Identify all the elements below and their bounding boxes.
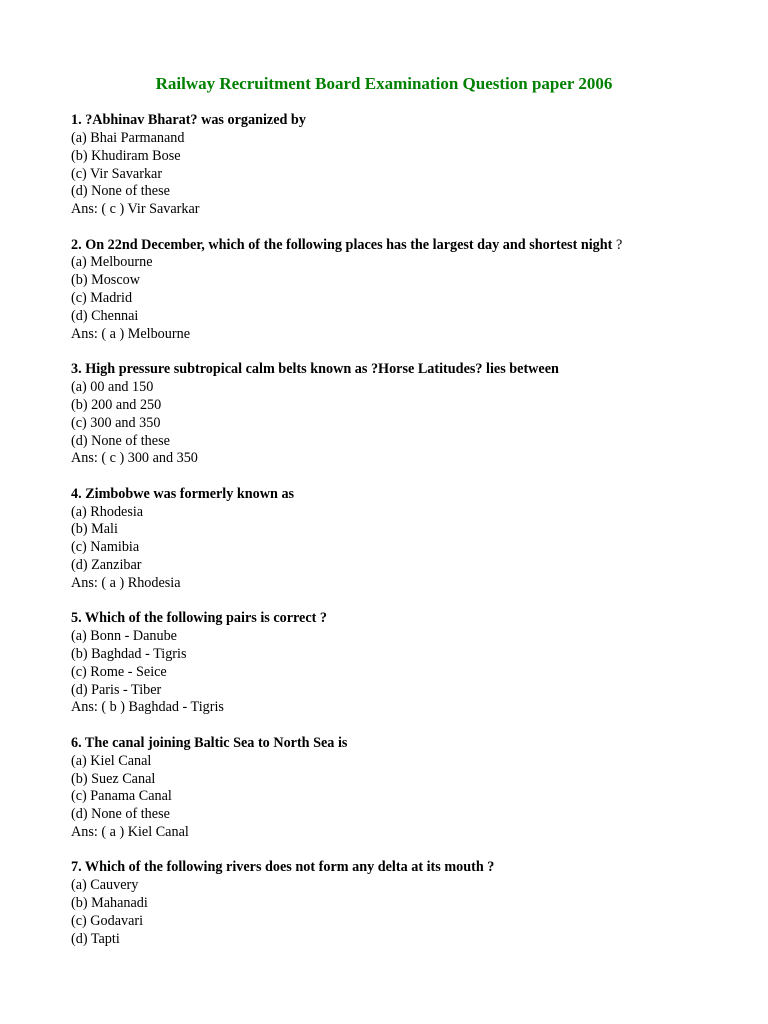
question-block <box>71 735 751 842</box>
option-c: (c) Rome - Seice <box>71 663 167 680</box>
answer-line: Ans: ( b ) Baghdad - Tigris <box>71 699 224 716</box>
option-a: (a) Bhai Parmanand <box>71 129 185 146</box>
option-b: (b) Baghdad - Tigris <box>71 645 187 662</box>
option-b: (b) 200 and 250 <box>71 396 162 413</box>
question-block <box>71 859 751 948</box>
option-d: (d) None of these <box>71 806 170 823</box>
question-block <box>71 112 751 219</box>
answer-line: Ans: ( c ) 300 and 350 <box>71 450 198 467</box>
option-d: (d) Tapti <box>71 930 120 947</box>
option-c: (c) 300 and 350 <box>71 414 161 431</box>
option-d: (d) Chennai <box>71 307 139 324</box>
question-block <box>71 361 751 468</box>
option-c: (c) Godavari <box>71 912 144 929</box>
answer-line: Ans: ( a ) Melbourne <box>71 325 190 342</box>
option-c: (c) Vir Savarkar <box>71 165 163 182</box>
question-text: 1. ?Abhinav Bharat? was organized by <box>71 112 306 128</box>
question-text: 5. Which of the following pairs is correct ? <box>71 610 328 627</box>
option-b: (b) Mali <box>71 521 118 538</box>
option-a: (a) Cauvery <box>71 877 139 894</box>
question-text: 6. The canal joining Baltic Sea to North Sea is <box>71 734 348 751</box>
question-block <box>71 610 751 717</box>
option-c: (c) Madrid <box>71 290 133 307</box>
option-d: (d) None of these <box>71 183 170 200</box>
option-b: (b) Moscow <box>71 272 140 289</box>
option-a: (a) 00 and 150 <box>71 378 154 395</box>
option-a: (a) Rhodesia <box>71 503 144 520</box>
option-a: (a) Bonn - Danube <box>71 628 177 645</box>
option-d: (d) Zanzibar <box>71 557 142 574</box>
answer-line: Ans: ( a ) Kiel Canal <box>71 824 189 841</box>
answer-line: Ans: ( a ) Rhodesia <box>71 574 181 591</box>
option-b: (b) Suez Canal <box>71 770 156 787</box>
question-list <box>71 112 751 966</box>
question-text: 4. Zimbobwe was formerly known as <box>71 485 295 502</box>
question-text: 7. Which of the following rivers does not form any delta at its mouth ? <box>71 859 495 876</box>
option-d: (d) None of these <box>71 432 170 449</box>
question-text: 2. On 22nd December, which of the following places has the largest day and shortest night ? <box>71 236 623 253</box>
option-b: (b) Mahanadi <box>71 895 148 912</box>
option-d: (d) Paris - Tiber <box>71 681 162 698</box>
option-a: (a) Kiel Canal <box>71 752 152 769</box>
option-b: (b) Khudiram Bose <box>71 147 181 164</box>
option-a: (a) Melbourne <box>71 254 153 271</box>
option-c: (c) Namibia <box>71 539 140 556</box>
question-text: 3. High pressure subtropical calm belts known as ?Horse Latitudes? lies between <box>71 361 559 378</box>
page-title: Railway Recruitment Board Examination Question paper 2006 <box>155 74 613 93</box>
answer-line: Ans: ( c ) Vir Savarkar <box>71 201 200 218</box>
question-block <box>71 237 751 344</box>
question-block <box>71 486 751 593</box>
option-c: (c) Panama Canal <box>71 788 172 805</box>
